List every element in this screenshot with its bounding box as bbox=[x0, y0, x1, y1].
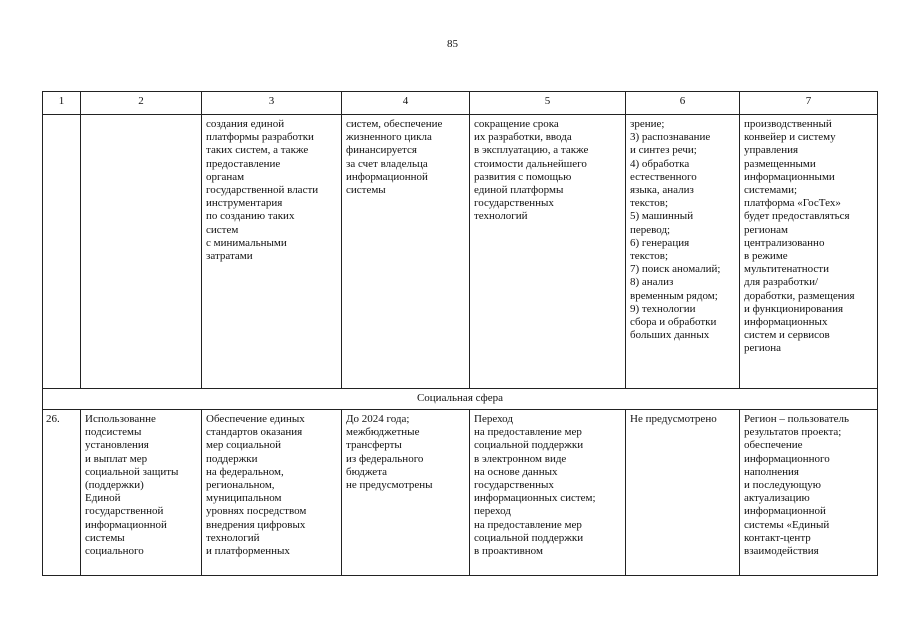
cell-26-col-7: Регион – пользователь результатов проекта; обеспечение информационного наполнения и последующую актуализацию информационной системы «Единый контакт-центр взаимодействия bbox=[740, 410, 878, 576]
header-col-2: 2 bbox=[81, 92, 202, 115]
header-col-6: 6 bbox=[626, 92, 740, 115]
cell-26-number: 26. bbox=[43, 410, 81, 576]
cell-continued-4: систем, обеспечение жизненного цикла финансируется за счет владельца информационной системы bbox=[342, 115, 470, 389]
cell-continued-5: сокращение срока их разработки, ввода в эксплуатацию, а также стоимости дальнейшего развития с помощью единой платформы государственных технологий bbox=[470, 115, 626, 389]
cell-continued-2 bbox=[81, 115, 202, 389]
header-col-3: 3 bbox=[202, 92, 342, 115]
cell-26-col-3: Обеспечение единых стандартов оказания мер социальной поддержки на федеральном, региональном, муниципальном уровнях посредством внедрения цифровых технологий и платформенных bbox=[202, 410, 342, 576]
document-table bbox=[42, 91, 878, 576]
cell-continued-3: создания единой платформы разработки таких систем, а также предоставление органам государственной власти инструментария по созданию таких систем с минимальными затратами bbox=[202, 115, 342, 389]
header-col-1: 1 bbox=[43, 92, 81, 115]
section-row bbox=[43, 389, 878, 410]
header-col-4: 4 bbox=[342, 92, 470, 115]
cell-continued-1 bbox=[43, 115, 81, 389]
cell-continued-6: зрение; 3) распознавание и синтез речи; 4) обработка естественного языка, анализ текстов; 5) машинный перевод; 6) генерация текстов; 7) поиск аномалий; 8) анализ временным рядом; 9) технологии сбора и обработки больших данных bbox=[626, 115, 740, 389]
header-col-7: 7 bbox=[740, 92, 878, 115]
section-title: Социальная сфера bbox=[43, 389, 878, 410]
cell-continued-7: производственный конвейер и систему управления размещенными информационными системами; платформа «ГосТех» будет предоставляться регионам централизованно в режиме мультитенатности для разработки/ доработки, размещения и функционирования информационных систем и сервисов региона bbox=[740, 115, 878, 389]
header-col-5: 5 bbox=[470, 92, 626, 115]
table-row-continued bbox=[43, 115, 878, 389]
cell-26-col-2: Использованне подсистемы установления и выплат мер социальной защиты (поддержки) Единой государственной информационной системы социального bbox=[81, 410, 202, 576]
table-row-26 bbox=[43, 410, 878, 576]
cell-26-col-6: Не предусмотрено bbox=[626, 410, 740, 576]
header-row bbox=[43, 92, 878, 115]
cell-26-col-5: Переход на предоставление мер социальной поддержки в электронном виде на основе данных государственных информационных систем; переход на предоставление мер социальной поддержки в проактивном bbox=[470, 410, 626, 576]
page-number: 85 bbox=[447, 38, 458, 50]
cell-26-col-4: До 2024 года; межбюджетные трансферты из федерального бюджета не предусмотрены bbox=[342, 410, 470, 576]
